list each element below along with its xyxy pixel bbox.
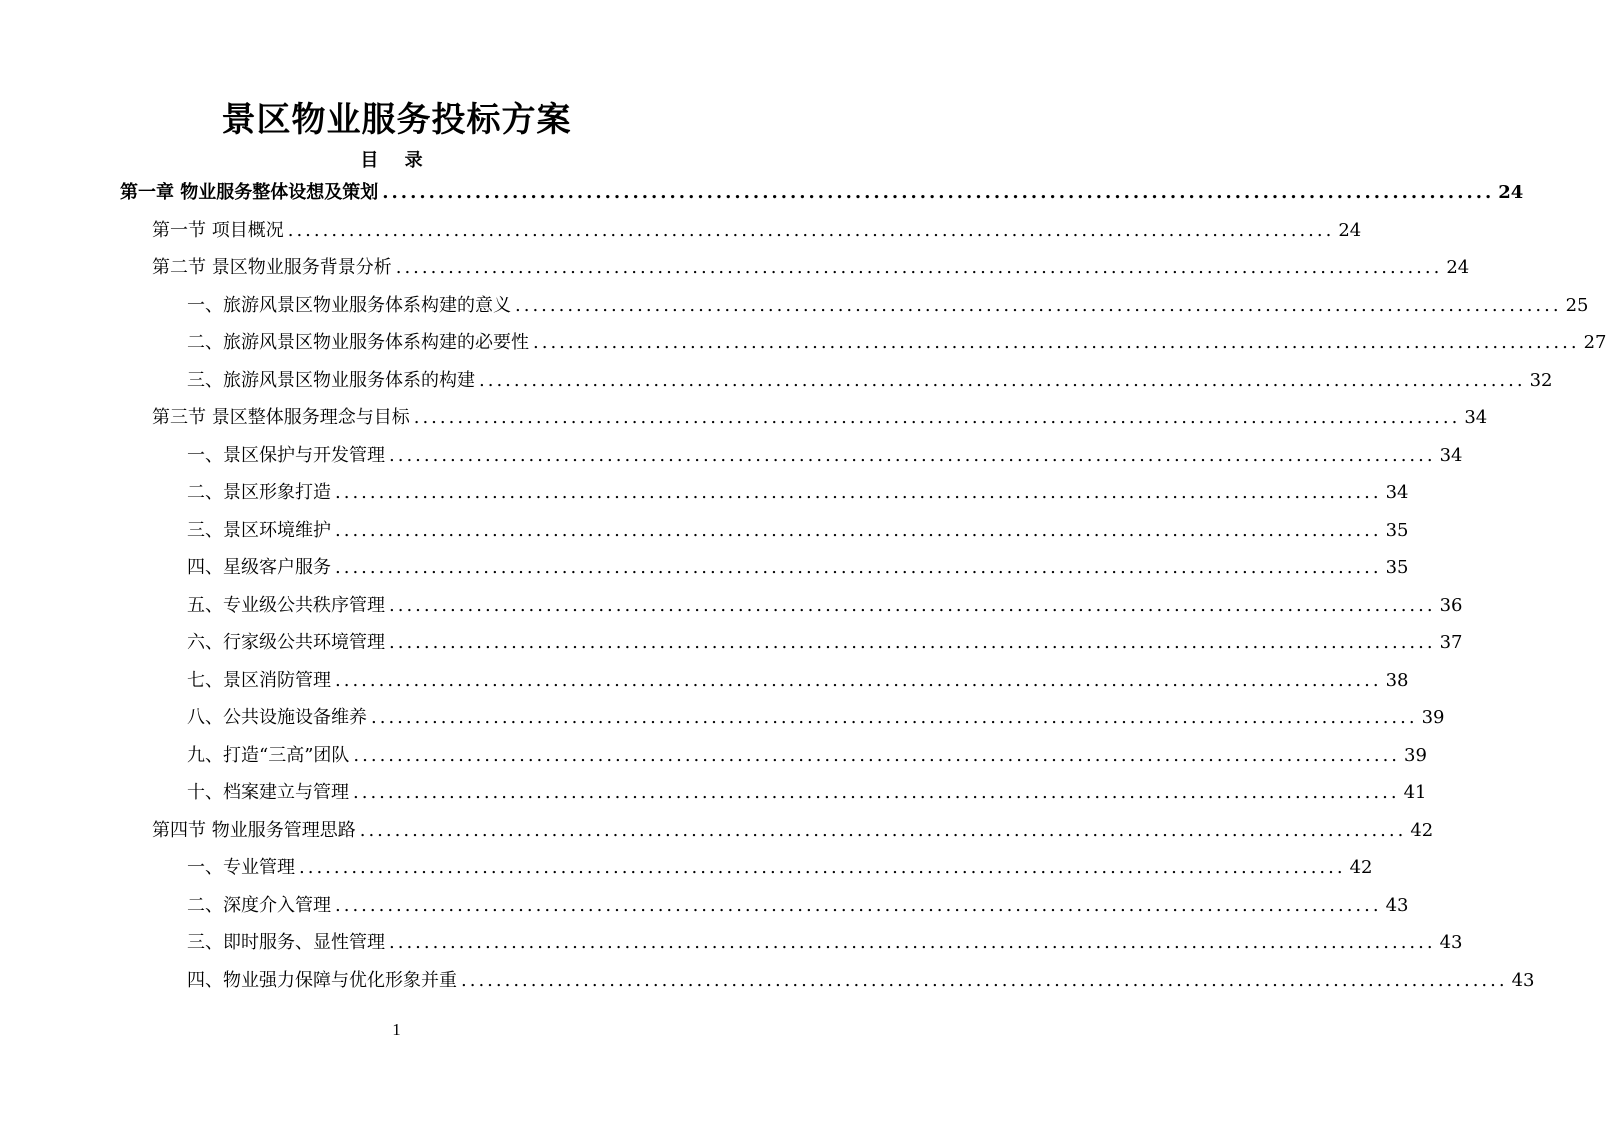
- toc-entry-label: 三、景区环境维护: [187, 519, 331, 541]
- toc-entry-label: 三、即时服务、显性管理: [187, 932, 385, 953]
- toc-subsection-entry[interactable]: [187, 703, 1445, 733]
- toc-leader-dots: ........................................................................................................................: [389, 444, 1436, 466]
- toc-entry-page: 43: [1439, 932, 1463, 953]
- toc-leader-dots: ........................................................................................................................: [353, 782, 1400, 803]
- toc-entry-page: 42: [1410, 819, 1434, 841]
- toc-section-entry[interactable]: [152, 403, 1488, 433]
- toc-subsection-entry[interactable]: [187, 966, 1535, 996]
- toc-entry-page: 43: [1385, 894, 1409, 916]
- toc-heading: 目 录: [360, 150, 433, 171]
- toc-leader-dots: ........................................................................................................................: [371, 707, 1418, 728]
- toc-subsection-entry[interactable]: [187, 328, 1607, 358]
- toc-leader-dots: ........................................................................................................................: [533, 332, 1580, 353]
- toc-entry-label: 二、深度介入管理: [187, 894, 331, 916]
- toc-entry-page: 27: [1583, 332, 1607, 353]
- toc-entry-label: 一、旅游风景区物业服务体系构建的意义: [187, 294, 511, 316]
- toc-subsection-entry[interactable]: [187, 478, 1409, 508]
- toc-leader-dots: ........................................................................................................................: [359, 819, 1407, 841]
- toc-entry-label: 第二节 景区物业服务背景分析: [152, 257, 392, 278]
- toc-entry-label: 十、档案建立与管理: [187, 782, 349, 803]
- toc-entry-page: 35: [1385, 557, 1409, 578]
- toc-subsection-entry[interactable]: [187, 441, 1463, 471]
- toc-entry-page: 24: [1498, 182, 1524, 203]
- toc-leader-dots: ........................................................................................................................: [479, 369, 1526, 391]
- toc-subsection-entry[interactable]: [187, 591, 1463, 621]
- toc-entry-page: 24: [1338, 219, 1362, 241]
- toc-subsection-entry[interactable]: [187, 628, 1463, 658]
- toc-leader-dots: ........................................................................................................................: [335, 519, 1382, 541]
- toc-entry-label: 四、星级客户服务: [187, 557, 331, 578]
- toc-entry-label: 二、景区形象打造: [187, 482, 331, 503]
- document-title: 景区物业服务投标方案: [221, 100, 572, 140]
- toc-leader-dots: ........................................................................................................................: [335, 482, 1382, 503]
- toc-leader-dots: ........................................................................................................................: [335, 894, 1382, 916]
- toc-entry-label: 四、物业强力保障与优化形象并重: [187, 969, 457, 991]
- toc-leader-dots: ........................................................................................................................: [389, 594, 1436, 616]
- toc-entry-page: 32: [1529, 369, 1553, 391]
- toc-entry-page: 37: [1439, 632, 1463, 653]
- toc-chapter-entry[interactable]: [120, 178, 1524, 208]
- toc-subsection-entry[interactable]: [187, 891, 1409, 921]
- toc-entry-label: 第四节 物业服务管理思路: [152, 819, 356, 841]
- toc-entry-label: 五、专业级公共秩序管理: [187, 594, 385, 616]
- toc-entry-label: 三、旅游风景区物业服务体系的构建: [187, 369, 475, 391]
- toc-entry-page: 25: [1565, 294, 1589, 316]
- toc-entry-page: 34: [1385, 482, 1409, 503]
- toc-leader-dots: ........................................................................................................................: [382, 182, 1495, 203]
- toc-leader-dots: ........................................................................................................................: [353, 744, 1401, 766]
- toc-subsection-entry[interactable]: [187, 366, 1553, 396]
- toc-leader-dots: ........................................................................................................................: [335, 557, 1382, 578]
- toc-subsection-entry[interactable]: [187, 853, 1373, 883]
- toc-entry-label: 九、打造“三高”团队: [187, 744, 350, 766]
- toc-leader-dots: ........................................................................................................................: [413, 407, 1461, 428]
- toc-subsection-entry[interactable]: [187, 291, 1589, 321]
- toc-entry-label: 第一章 物业服务整体设想及策划: [120, 182, 379, 203]
- toc-section-entry[interactable]: [152, 216, 1362, 246]
- toc-entry-page: 42: [1349, 857, 1373, 878]
- toc-subsection-entry[interactable]: [187, 516, 1409, 546]
- toc-leader-dots: ........................................................................................................................: [515, 294, 1562, 316]
- page-number: 1: [392, 1020, 401, 1039]
- toc-entry-page: 35: [1385, 519, 1409, 541]
- toc-entry-label: 一、专业管理: [187, 857, 295, 878]
- toc-entry-page: 38: [1385, 669, 1409, 691]
- toc-entry-page: 34: [1439, 444, 1463, 466]
- toc-section-entry[interactable]: [152, 816, 1434, 846]
- toc-entry-label: 一、景区保护与开发管理: [187, 444, 385, 466]
- toc-entry-label: 第一节 项目概况: [152, 219, 284, 241]
- toc-entry-page: 39: [1404, 744, 1427, 766]
- toc-entry-page: 43: [1511, 969, 1535, 991]
- toc-subsection-entry[interactable]: [187, 928, 1463, 958]
- toc-entry-page: 39: [1421, 707, 1445, 728]
- toc-leader-dots: ........................................................................................................................: [335, 669, 1382, 691]
- toc-entry-label: 八、公共设施设备维养: [187, 707, 367, 728]
- toc-leader-dots: ........................................................................................................................: [299, 857, 1346, 878]
- toc-entry-label: 二、旅游风景区物业服务体系构建的必要性: [187, 332, 529, 353]
- toc-leader-dots: ........................................................................................................................: [461, 969, 1508, 991]
- toc-subsection-entry[interactable]: [187, 741, 1427, 771]
- toc-entry-page: 24: [1446, 257, 1470, 278]
- toc-entry-label: 七、景区消防管理: [187, 669, 331, 691]
- toc-leader-dots: ........................................................................................................................: [389, 632, 1436, 653]
- toc-subsection-entry[interactable]: [187, 778, 1427, 808]
- toc-entry-page: 34: [1464, 407, 1488, 428]
- toc-leader-dots: ........................................................................................................................: [287, 219, 1335, 241]
- toc-leader-dots: ........................................................................................................................: [389, 932, 1436, 953]
- toc-entry-page: 41: [1403, 782, 1427, 803]
- toc-entry-label: 六、行家级公共环境管理: [187, 632, 385, 653]
- toc-subsection-entry[interactable]: [187, 553, 1409, 583]
- toc-section-entry[interactable]: [152, 253, 1470, 283]
- toc-entry-label: 第三节 景区整体服务理念与目标: [152, 407, 410, 428]
- toc-subsection-entry[interactable]: [187, 666, 1409, 696]
- toc-leader-dots: ........................................................................................................................: [395, 257, 1443, 278]
- toc-entry-page: 36: [1439, 594, 1463, 616]
